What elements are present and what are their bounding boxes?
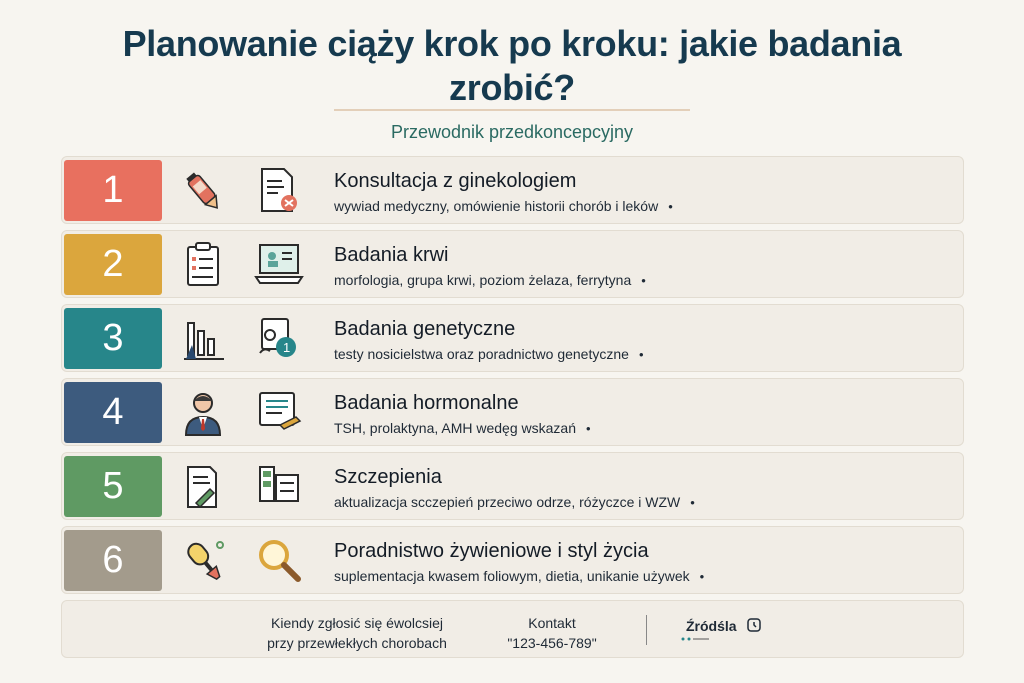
bullet-icon: • xyxy=(641,273,646,288)
clock-icon xyxy=(746,617,762,633)
magnifier-icon xyxy=(254,535,304,585)
subtitle: Przewodnik przedkoncepcyjny xyxy=(390,122,634,142)
step-number-badge: 3 xyxy=(64,308,162,369)
step-description: testy nosicielstwa oraz poradnictwo genetyczne • xyxy=(334,346,644,362)
sources-label: Źródśla xyxy=(686,618,737,634)
step-title: Szczepienia xyxy=(334,466,442,488)
svg-text:1: 1 xyxy=(283,340,291,355)
contact-phone[interactable]: "123-456-789" xyxy=(507,635,597,651)
title-line-1: Planowanie ciąży krok po kroku: jakie badania xyxy=(122,23,902,64)
vaccination-card-icon xyxy=(254,461,304,511)
supplement-brush-icon xyxy=(178,537,228,585)
sources-link[interactable] xyxy=(686,617,762,634)
step-row-1 xyxy=(61,156,964,224)
steps-list xyxy=(61,156,964,600)
footer-panel xyxy=(61,600,964,658)
step-description: wywiad medyczny, omówienie historii chorób i leków • xyxy=(334,198,673,214)
bullet-icon: • xyxy=(638,347,644,362)
page-title xyxy=(0,22,1024,110)
bullet-icon: • xyxy=(699,569,705,584)
step-title: Poradnistwo żywieniowe i styl życia xyxy=(334,540,649,562)
vaccine-document-icon xyxy=(178,463,228,511)
step-title: Badania hormonalne xyxy=(334,392,519,414)
step-description: suplementacja kwasem foliowym, dietia, unikanie używek • xyxy=(334,568,705,584)
step-description: morfologia, grupa krwi, poziom żelaza, ferrytyna • xyxy=(334,272,646,288)
doctor-avatar-icon xyxy=(178,389,228,437)
step-row-2 xyxy=(61,230,964,298)
sources-dots-icon xyxy=(681,637,711,641)
step-number-badge: 5 xyxy=(64,456,162,517)
step-row-6 xyxy=(61,526,964,594)
footer-when-line-1: Kiendy zgłosić się éwolcsiej xyxy=(271,615,443,631)
step-title: Badania krwi xyxy=(334,244,449,266)
footer-when-to-see-doctor xyxy=(247,613,467,653)
step-number-badge: 6 xyxy=(64,530,162,591)
genetic-counseling-icon xyxy=(254,313,304,363)
laptop-chart-icon xyxy=(254,239,304,289)
step-number-badge: 1 xyxy=(64,160,162,221)
footer-contact[interactable] xyxy=(482,613,622,653)
step-title: Badania genetyczne xyxy=(334,318,516,340)
step-row-5 xyxy=(61,452,964,520)
footer-divider xyxy=(646,615,647,645)
clipboard-icon xyxy=(178,241,228,289)
title-line-2: zrobić? xyxy=(449,67,575,108)
title-divider xyxy=(334,109,690,111)
step-number-badge: 2 xyxy=(64,234,162,295)
step-row-4 xyxy=(61,378,964,446)
step-description: TSH, prolaktyna, AMH wedęg wskazań • xyxy=(334,420,591,436)
bullet-icon: • xyxy=(690,495,695,510)
document-prescription-icon xyxy=(254,165,304,215)
bar-chart-icon xyxy=(178,315,228,363)
step-row-3 xyxy=(61,304,964,372)
pen-syringe-icon xyxy=(178,167,228,215)
step-number-badge: 4 xyxy=(64,382,162,443)
contact-label: Kontakt xyxy=(528,615,576,631)
bullet-icon: • xyxy=(586,421,591,436)
bullet-icon: • xyxy=(668,199,673,214)
report-pen-icon xyxy=(254,387,304,437)
footer-when-line-2: przy przewłekłych chorobach xyxy=(267,635,447,651)
step-title: Konsultacja z ginekologiem xyxy=(334,170,577,192)
step-description: aktualizacja scczepień przeciwo odrze, różyczce i WZW • xyxy=(334,494,695,510)
